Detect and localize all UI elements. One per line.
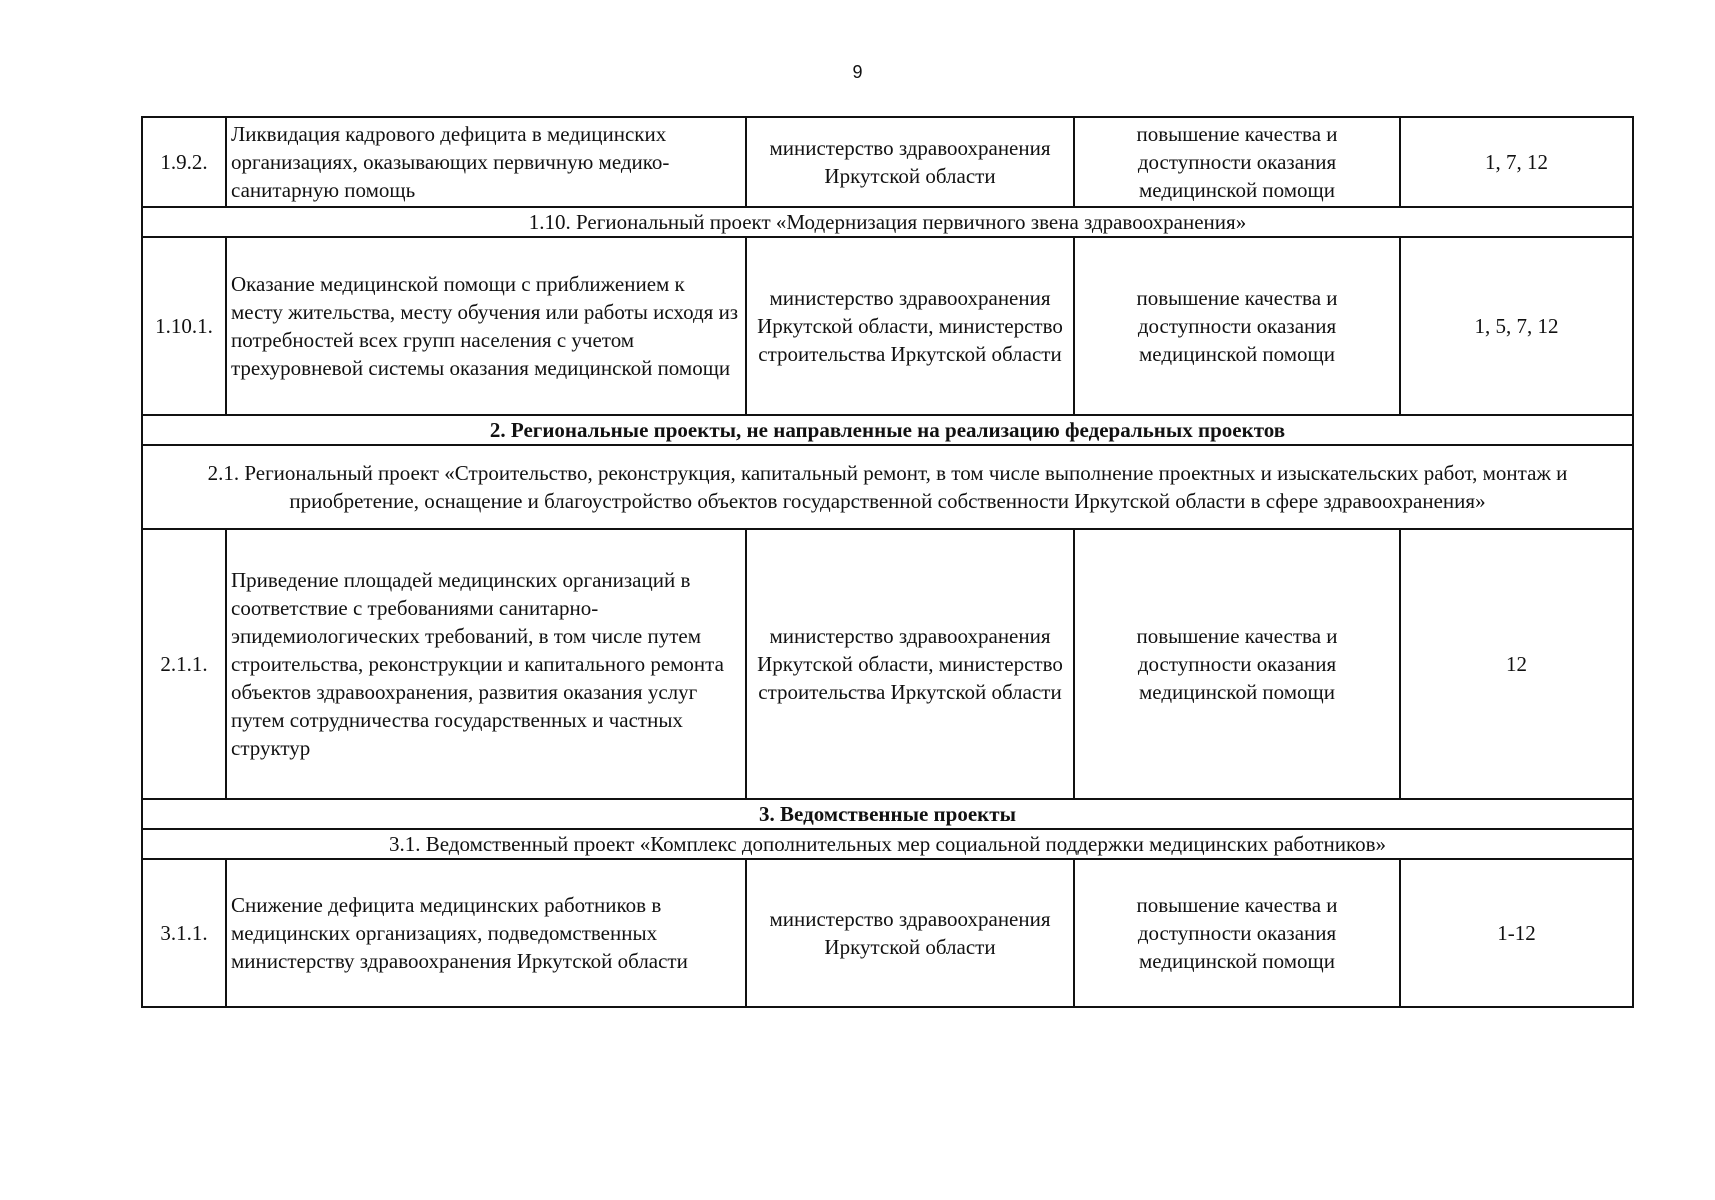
table-row (142, 859, 1633, 1007)
row-targets: 1-12 (1400, 859, 1633, 1007)
table-row (142, 529, 1633, 799)
row-result: повышение качества и доступности оказания медицинской помощи (1074, 237, 1400, 415)
row-number: 3.1.1. (142, 859, 226, 1007)
section-row (142, 829, 1633, 859)
page-number: 9 (852, 62, 863, 82)
heading-row (142, 799, 1633, 829)
row-number: 1.10.1. (142, 237, 226, 415)
row-targets: 12 (1400, 529, 1633, 799)
section-heading: 2. Региональные проекты, не направленные на реализацию федеральных проектов (142, 415, 1633, 445)
heading-row (142, 415, 1633, 445)
row-targets: 1, 5, 7, 12 (1400, 237, 1633, 415)
row-responsible: министерство здравоохранения Иркутской области, министерство строительства Иркутской области (746, 237, 1074, 415)
table-row (142, 117, 1633, 207)
table-row (142, 237, 1633, 415)
row-number: 2.1.1. (142, 529, 226, 799)
row-targets: 1, 7, 12 (1400, 117, 1633, 207)
row-description: Оказание медицинской помощи с приближением к месту жительства, месту обучения или работы исходя из потребностей всех групп населения с учетом трехуровневой системы оказания медицинской помощи (226, 237, 746, 415)
row-number: 1.9.2. (142, 117, 226, 207)
row-result: повышение качества и доступности оказания медицинской помощи (1074, 117, 1400, 207)
measures-table (141, 116, 1634, 1008)
section-heading: 3. Ведомственные проекты (142, 799, 1633, 829)
row-description: Приведение площадей медицинских организаций в соответствие с требованиями санитарно-эпидемиологических требований, в том числе путем строительства, реконструкции и капитального ремонта объектов здравоохранения, развития оказания услуг путем сотрудничества государственных и частных структур (226, 529, 746, 799)
row-result: повышение качества и доступности оказания медицинской помощи (1074, 859, 1400, 1007)
row-description: Ликвидация кадрового дефицита в медицинских организациях, оказывающих первичную медико-санитарную помощь (226, 117, 746, 207)
section-title: 1.10. Региональный проект «Модернизация первичного звена здравоохранения» (142, 207, 1633, 237)
row-responsible: министерство здравоохранения Иркутской области, министерство строительства Иркутской области (746, 529, 1074, 799)
section-row (142, 445, 1633, 529)
section-row (142, 207, 1633, 237)
row-responsible: министерство здравоохранения Иркутской области (746, 859, 1074, 1007)
row-responsible: министерство здравоохранения Иркутской области (746, 117, 1074, 207)
row-result: повышение качества и доступности оказания медицинской помощи (1074, 529, 1400, 799)
section-title: 2.1. Региональный проект «Строительство, реконструкция, капитальный ремонт, в том числе выполнение проектных и изыскательских работ, монтаж и приобретение, оснащение и благоустройство объектов государственной собственности Иркутской области в сфере здравоохранения» (142, 445, 1633, 529)
section-title: 3.1. Ведомственный проект «Комплекс дополнительных мер социальной поддержки медицинских работников» (142, 829, 1633, 859)
row-description: Снижение дефицита медицинских работников в медицинских организациях, подведомственных министерству здравоохранения Иркутской области (226, 859, 746, 1007)
